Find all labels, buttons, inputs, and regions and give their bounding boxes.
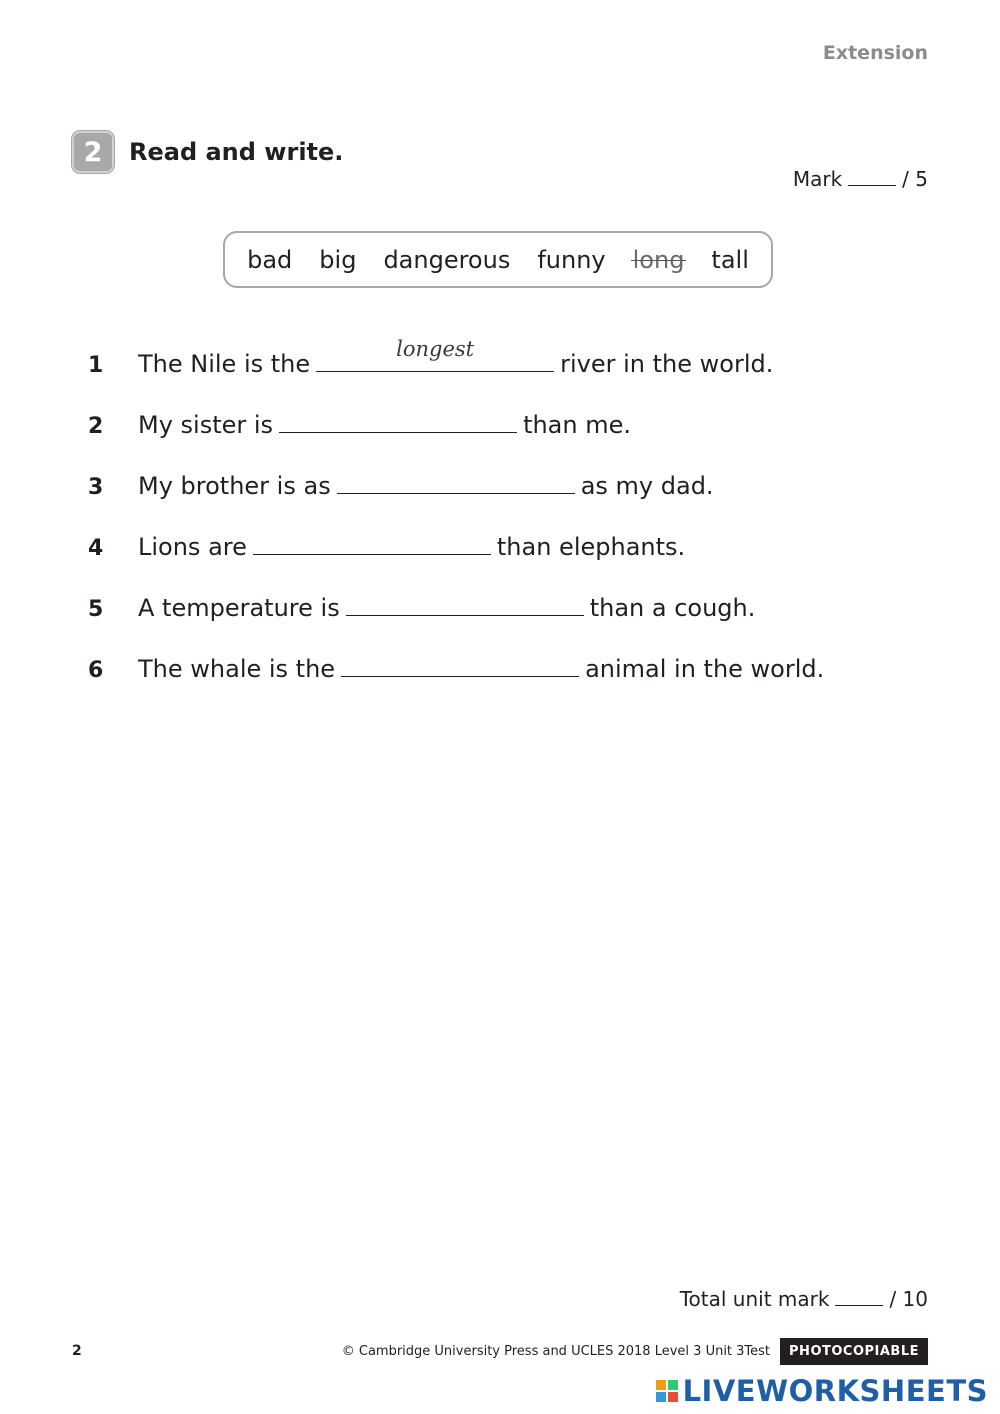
item-text-before: The Nile is the [138, 350, 311, 378]
page-footer [72, 1337, 928, 1365]
word-bank-item: dangerous [383, 245, 511, 274]
mark-total: / 5 [902, 167, 928, 191]
exercise-item [88, 650, 928, 711]
brand-name: LIVEWORKSHEETS [682, 1374, 988, 1408]
exercise-number-badge: 2 [72, 131, 114, 173]
item-number: 6 [88, 658, 104, 683]
exercise-item [88, 337, 928, 406]
liveworksheets-logo-icon [656, 1380, 678, 1402]
answer-blank[interactable] [341, 650, 579, 677]
word-bank-item-used: long [632, 245, 685, 274]
item-text-after: than me. [523, 411, 632, 439]
page-number: 2 [72, 1343, 82, 1359]
photocopiable-badge: PHOTOCOPIABLE [780, 1338, 928, 1365]
section-label: Extension [822, 42, 928, 64]
word-bank-item: bad [247, 245, 293, 274]
mark-blank[interactable] [848, 185, 896, 186]
item-text-before: My brother is as [138, 472, 331, 500]
item-number: 5 [88, 597, 104, 622]
answer-blank[interactable] [337, 467, 575, 494]
item-text-after: than a cough. [589, 594, 756, 622]
total-mark-blank[interactable] [835, 1305, 883, 1306]
word-bank [223, 231, 773, 288]
total-mark-max: / 10 [889, 1287, 928, 1311]
exercise-item [88, 406, 928, 467]
exercise-item [88, 528, 928, 589]
item-text-after: as my dad. [580, 472, 714, 500]
liveworksheets-brand [656, 1374, 988, 1408]
logo-square [656, 1380, 666, 1390]
item-number: 1 [88, 353, 104, 378]
item-number: 4 [88, 536, 104, 561]
word-bank-item: tall [711, 245, 749, 274]
exercise-mark [793, 167, 928, 191]
answer-blank[interactable] [279, 406, 517, 433]
item-text-before: A temperature is [138, 594, 340, 622]
exercise-header [72, 131, 343, 173]
mark-label: Mark [792, 167, 843, 191]
logo-square [668, 1380, 678, 1390]
item-text-before: My sister is [138, 411, 274, 439]
example-answer: longest [396, 337, 475, 361]
exercise-item [88, 467, 928, 528]
item-text-before: The whale is the [138, 655, 336, 683]
item-text-after: river in the world. [560, 350, 774, 378]
answer-blank[interactable] [253, 528, 491, 555]
answer-blank[interactable] [316, 337, 554, 372]
item-text-after: animal in the world. [585, 655, 825, 683]
exercise-item [88, 589, 928, 650]
word-bank-item: funny [537, 245, 606, 274]
exercise-items [88, 337, 928, 711]
total-mark-label: Total unit mark [679, 1287, 830, 1311]
logo-square [656, 1392, 666, 1402]
word-bank-item: big [319, 245, 357, 274]
item-text-before: Lions are [138, 533, 247, 561]
item-number: 2 [88, 414, 104, 439]
total-unit-mark [680, 1287, 928, 1311]
exercise-title: Read and write. [129, 138, 344, 166]
copyright-notice: © Cambridge University Press and UCLES 2018 Level 3 Unit 3Test [341, 1343, 771, 1359]
item-text-after: than elephants. [496, 533, 686, 561]
item-number: 3 [88, 475, 104, 500]
logo-square [668, 1392, 678, 1402]
answer-blank[interactable] [346, 589, 584, 616]
